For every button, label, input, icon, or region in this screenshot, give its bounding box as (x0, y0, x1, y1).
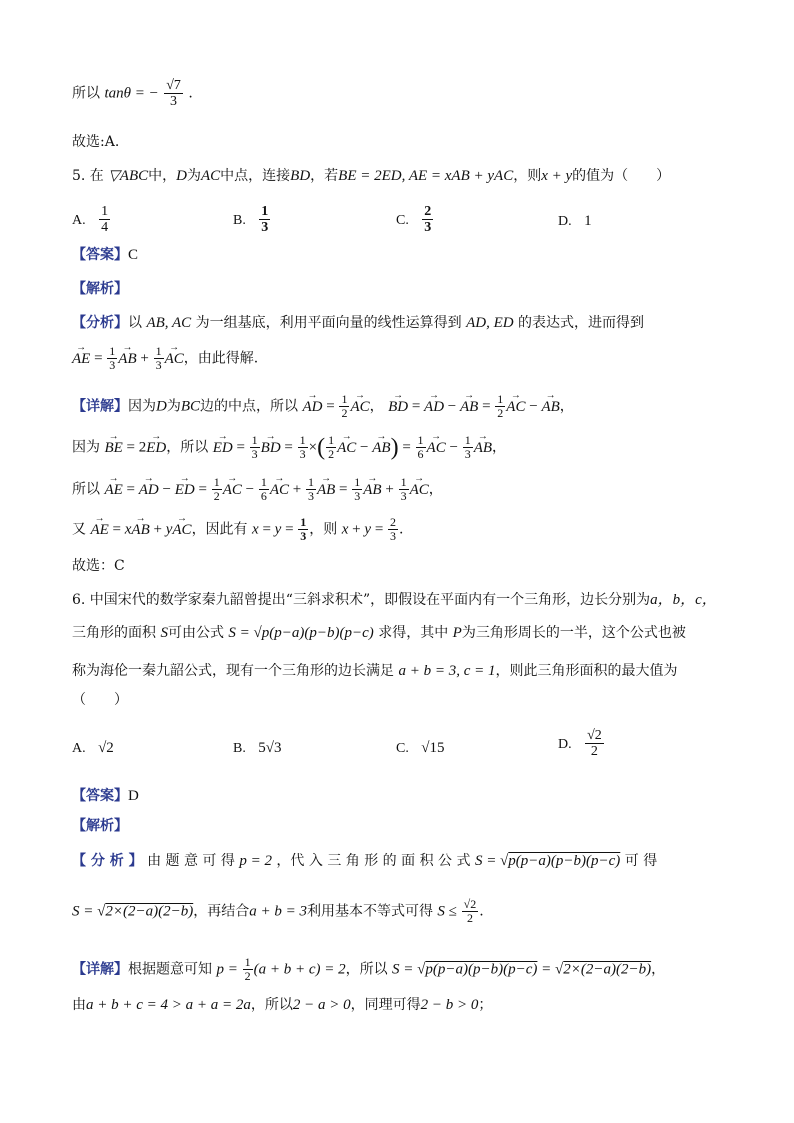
fraction-numerator: 1 (261, 204, 269, 219)
text: ，所以 (345, 961, 388, 978)
tan-line (72, 78, 193, 109)
prev-choice: 故选:A. (72, 134, 120, 150)
q5-option-a (72, 204, 111, 235)
text: 因为 (72, 439, 100, 456)
math: a + b = 3 (249, 903, 307, 920)
fraction-denominator: 3 (261, 220, 269, 235)
q5-fenxi-line2: → AE = $\frac{1}{3}$ → AB + $\frac{1}{3}$ → AC，由此得解. (72, 345, 258, 372)
text: ，所以 (166, 439, 209, 456)
q5-xiangjie-line4: 又 → AE = x→ AB + y→ AC，因此有 x = y = $\frac{1}{3}$ ，则 x + y = $\frac{2}{3}$ . (72, 516, 403, 543)
math: p = 2 (239, 853, 272, 869)
text: 因为 (128, 398, 156, 415)
math: 2 − b > 0 (420, 997, 479, 1013)
q5-option-c (396, 204, 434, 235)
text: ； (478, 997, 493, 1013)
text: 可 得 (624, 853, 658, 869)
math: a + b + c = 4 > a + a = 2a (86, 997, 251, 1013)
text: 求得，其中 (378, 625, 449, 641)
text: 又 (72, 521, 86, 538)
option-value: 1 (584, 213, 592, 229)
q6-stem-line3 (72, 661, 677, 681)
math: x + y (541, 168, 573, 184)
text: 可由公式 (167, 625, 224, 641)
q6-option-c (396, 738, 445, 759)
text: 的值为（ ） (572, 168, 671, 184)
q6-fenxi-line1: 【 分 析 】 由 题 意 可 得 p = 2 ，代 入 三 角 形 的 面 积 公 式 S = √p(p−a)(p−b)(p−c) 可 得 (72, 853, 658, 869)
text: 由 (72, 997, 86, 1013)
q5-xiangjie-line2: 因为 → BE = 2→ ED，所以 → ED = $\frac{1}{3}$ → BD = $\frac{1}{3}$ ×( $\frac{1}{2}$ → AC − → AB) = $\frac{1}{6}$ → AC − $\frac{1}{3}$ → AB， (72, 434, 506, 461)
option-fraction (259, 204, 270, 235)
text: ，所以 (250, 997, 293, 1013)
fraction-numerator: √7 (166, 78, 181, 93)
q5-option-b (233, 204, 271, 235)
math: BD (290, 168, 311, 184)
option-label: B. (233, 741, 246, 756)
option-fraction (99, 204, 110, 235)
option-label: A. (72, 741, 86, 756)
text: 5. 在 (72, 168, 104, 184)
math: AC (200, 168, 221, 184)
math: 2 − a > 0 (292, 997, 351, 1013)
math: a，b，c， (650, 592, 717, 608)
text: 称为海伦一秦九韶公式，现有一个三角形的边长满足 (72, 663, 394, 679)
q6-answer (72, 786, 139, 806)
condition: a + b = 3, c = 1 (398, 663, 496, 679)
text: 的表达式，进而得到 (518, 315, 645, 331)
analysis-tag: 【解析】 (72, 818, 128, 834)
q5-xiangjie-line1: 【详解】因为D为BC边的中点，所以 → AD = $\frac{1}{2}$ → AC， → BD = → AD − → AB = $\frac{1}{2}$ → AC − → AB， (72, 393, 574, 420)
text: 为一组基底，利用平面向量的线性运算得到 (195, 315, 462, 331)
fraction-numerator: √2 (587, 728, 602, 743)
text: 所以 (72, 85, 100, 102)
q6-stem-line1 (72, 590, 717, 610)
q6-option-a (72, 738, 114, 759)
text: 利用基本不等式可得 (306, 903, 433, 920)
q5-answer (72, 245, 138, 265)
text: 所以 (72, 481, 100, 498)
q6-xiangjie-line2 (72, 995, 492, 1015)
text: ，同理可得 (350, 997, 421, 1013)
heron-formula: S = √p(p−a)(p−b)(p−c) (228, 625, 374, 641)
text: 边的中点，所以 (200, 398, 299, 415)
text: 以 (128, 315, 142, 331)
text: 为三角形周长的一半，这个公式也被 (461, 625, 686, 641)
text: ，再结合 (193, 903, 250, 920)
text: ，代 入 三 角 形 的 面 积 公 式 (276, 853, 471, 869)
text: 由此得解. (197, 350, 259, 367)
fenxi-tag: 【 分 析 】 (72, 853, 143, 869)
fenxi-tag: 【分析】 (72, 315, 128, 331)
math: D (176, 168, 187, 184)
q5-analysis-tag (72, 279, 128, 299)
text: 中， (148, 168, 177, 184)
text: 6. 中国宋代的数学家秦九韶曾提出“三斜求积术”，即假设在平面内有一个三角形，边长分别为 (72, 592, 651, 608)
fraction-denominator: 2 (590, 744, 598, 759)
tan-expression: tanθ = − (104, 85, 159, 102)
option-label: D. (558, 214, 572, 229)
option-value: √15 (421, 740, 445, 756)
q6-xiangjie-line1: 【详解】根据题意可知 p = $\frac{1}{2}$ (a + b + c) = 2，所以 S = √p(p−a)(p−b)(p−c) = √2×(2−a)(2−b)， (72, 955, 666, 983)
answer-value: C (128, 247, 139, 263)
xiangjie-tag: 【详解】 (72, 398, 128, 415)
fraction-denominator: 4 (101, 220, 109, 235)
option-fraction (422, 204, 433, 235)
q5-xiangjie-line3: 所以 → AE = → AD − → ED = $\frac{1}{2}$ → AC − $\frac{1}{6}$ → AC + $\frac{1}{3}$ → AB = $\frac{1}{3}$ → AB + $\frac{1}{3}$ → AC， (72, 476, 443, 503)
q6-option-b (233, 738, 282, 759)
fraction-denominator: 3 (424, 220, 432, 235)
text: 三角形的面积 (72, 625, 156, 641)
q5-choice: 故选：C (72, 558, 125, 574)
fraction-numerator: 1 (101, 204, 109, 219)
answer-tag: 【答案】 (72, 247, 128, 263)
text: 由 题 意 可 得 (147, 853, 235, 869)
answer-value: D (128, 788, 139, 804)
vector-basis: AB, AC (146, 315, 192, 331)
text: ，则 (309, 521, 338, 538)
option-fraction (585, 728, 604, 759)
option-label: D. (558, 736, 572, 752)
text: ，若 (310, 168, 339, 184)
xiangjie-tag: 【详解】 (72, 961, 128, 978)
option-label: C. (396, 212, 409, 228)
option-label: B. (233, 212, 246, 228)
text: ，则此三角形面积的最大值为 (495, 663, 678, 679)
option-value: 5√3 (258, 740, 282, 756)
option-label: A. (72, 212, 86, 228)
text: 根据题意可知 (128, 961, 212, 978)
tan-fraction (164, 78, 183, 109)
text: ，因此有 (191, 521, 248, 538)
q6-option-d (558, 728, 605, 759)
q6-fenxi-line2: S = √2×(2−a)(2−b)，再结合a + b = 3利用基本不等式可得 S ≤ $\frac{√2}{2}$ . (72, 897, 484, 925)
text: 中点，连接 (220, 168, 291, 184)
fraction-numerator: 2 (424, 204, 432, 219)
q5-fenxi-line1 (72, 313, 644, 333)
math: ▽ABC (108, 168, 149, 184)
text: ，则 (513, 168, 542, 184)
q6-analysis-tag (72, 816, 128, 836)
text: . (188, 85, 193, 102)
option-value: √2 (98, 740, 114, 756)
option-label: C. (396, 741, 409, 756)
q6-stem-line2: 三角形的面积 S可由公式 S = √p(p−a)(p−b)(p−c) 求得，其中 P为三角形周长的一半，这个公式也被 (72, 625, 686, 641)
q5-option-d (558, 211, 592, 232)
analysis-tag: 【解析】 (72, 281, 128, 297)
q5-stem (72, 166, 670, 186)
text: 为 (166, 398, 181, 415)
vector-pair: AD, ED (466, 315, 514, 331)
q6-stem-line4: （ ） (72, 692, 128, 708)
text: 为 (186, 168, 201, 184)
fraction-denominator: 3 (170, 94, 178, 109)
answer-tag: 【答案】 (72, 788, 128, 804)
vector-condition: BE = 2ED, AE = xAB + yAC (338, 168, 514, 184)
